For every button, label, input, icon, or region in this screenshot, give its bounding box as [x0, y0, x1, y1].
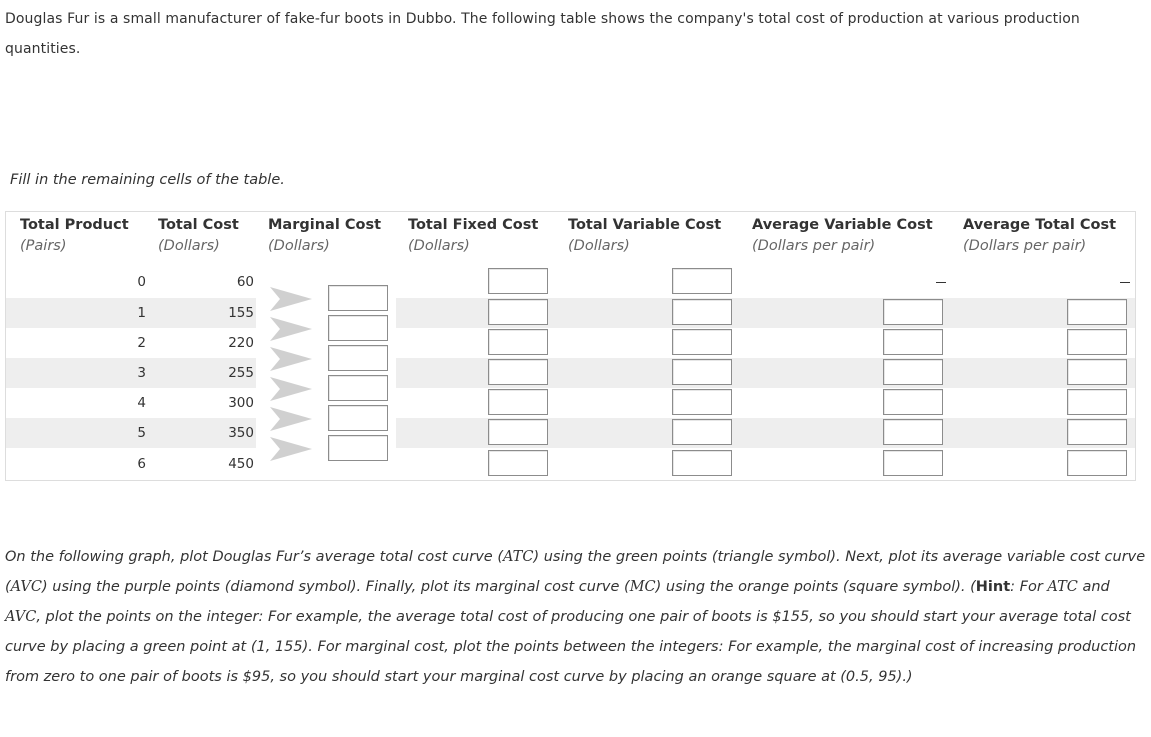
product-2: 2 [137, 335, 146, 351]
marginal-cost-input-2-3[interactable] [328, 345, 388, 371]
chevron-right-icon [268, 285, 314, 313]
total-fixed-cost-input-4[interactable] [488, 389, 548, 415]
total-variable-cost-input-6[interactable] [672, 450, 732, 476]
average-total-cost-input-6[interactable] [1067, 450, 1127, 476]
average-total-cost-input-3[interactable] [1067, 359, 1127, 385]
product-1: 1 [137, 305, 146, 321]
average-total-cost-input-5[interactable] [1067, 419, 1127, 445]
header-average-total-cost: Average Total Cost (Dollars per pair) [963, 217, 1117, 254]
average-variable-cost-input-1[interactable] [883, 299, 943, 325]
product-6: 6 [137, 456, 146, 472]
total-variable-cost-input-1[interactable] [672, 299, 732, 325]
total-cost-5: 350 [228, 425, 254, 441]
header-total-variable-cost: Total Variable Cost (Dollars) [568, 217, 722, 254]
product-3: 3 [137, 365, 146, 381]
total-variable-cost-input-2[interactable] [672, 329, 732, 355]
average-variable-cost-input-5[interactable] [883, 419, 943, 445]
total-cost-1: 155 [228, 305, 254, 321]
total-fixed-cost-input-2[interactable] [488, 329, 548, 355]
average-variable-cost-input-4[interactable] [883, 389, 943, 415]
total-variable-cost-input-4[interactable] [672, 389, 732, 415]
product-5: 5 [137, 425, 146, 441]
average-total-cost-input-2[interactable] [1067, 329, 1127, 355]
total-variable-cost-input-5[interactable] [672, 419, 732, 445]
total-fixed-cost-input-0[interactable] [488, 268, 548, 294]
average-variable-cost-input-6[interactable] [883, 450, 943, 476]
total-fixed-cost-input-6[interactable] [488, 450, 548, 476]
total-cost-6: 450 [228, 456, 254, 472]
chevron-right-icon [268, 345, 314, 373]
total-fixed-cost-input-5[interactable] [488, 419, 548, 445]
total-cost-2: 220 [228, 335, 254, 351]
not-applicable-dash [1120, 282, 1130, 283]
graph-instructions: On the following graph, plot Douglas Fur’s average total cost curve (ATC) using the green points (triangle symbol). Next, plot its average variable cost curve (AVC) using the purple points (diamond symbol). Finally, plot its marginal cost curve (MC) using the orange points (square symbol). (Hint: For ATC and AVC, plot the points on the integer: For example, the average total cost of producing one pair of boots is $155, so you should start your average total cost curve by placing a green point at (1, 155). For marginal cost, plot the points between the integers: For example, the marginal cost of increasing production from zero to one pair of boots is $95, so you should start your marginal cost curve by placing an orange square at (0.5, 95).) [5, 549, 1146, 685]
average-total-cost-input-1[interactable] [1067, 299, 1127, 325]
total-cost-3: 255 [228, 365, 254, 381]
chevron-right-icon [268, 435, 314, 463]
total-fixed-cost-input-1[interactable] [488, 299, 548, 325]
marginal-cost-input-0-1[interactable] [328, 285, 388, 311]
total-cost-0: 60 [236, 274, 254, 290]
marginal-cost-input-1-2[interactable] [328, 315, 388, 341]
intro-text: Douglas Fur is a small manufacturer of fake-fur boots in Dubbo. The following table shows the company's total cost of production at various production quantities. [5, 11, 1080, 57]
product-0: 0 [137, 274, 146, 290]
header-total-fixed-cost: Total Fixed Cost (Dollars) [408, 217, 539, 254]
marginal-cost-input-3-4[interactable] [328, 375, 388, 401]
header-total-product: Total Product (Pairs) [20, 217, 129, 254]
average-total-cost-input-4[interactable] [1067, 389, 1127, 415]
total-fixed-cost-input-3[interactable] [488, 359, 548, 385]
total-variable-cost-input-3[interactable] [672, 359, 732, 385]
header-marginal-cost: Marginal Cost (Dollars) [268, 217, 382, 254]
chevron-right-icon [268, 405, 314, 433]
header-average-variable-cost: Average Variable Cost (Dollars per pair) [752, 217, 933, 254]
total-variable-cost-input-0[interactable] [672, 268, 732, 294]
cost-table [5, 211, 1136, 481]
chevron-right-icon [268, 315, 314, 343]
chevron-right-icon [268, 375, 314, 403]
marginal-cost-input-5-6[interactable] [328, 435, 388, 461]
not-applicable-dash [936, 282, 946, 283]
average-variable-cost-input-3[interactable] [883, 359, 943, 385]
total-cost-4: 300 [228, 395, 254, 411]
average-variable-cost-input-2[interactable] [883, 329, 943, 355]
product-4: 4 [137, 395, 146, 411]
table-instruction: Fill in the remaining cells of the table. [10, 172, 285, 188]
header-total-cost: Total Cost (Dollars) [158, 217, 239, 254]
marginal-cost-input-4-5[interactable] [328, 405, 388, 431]
